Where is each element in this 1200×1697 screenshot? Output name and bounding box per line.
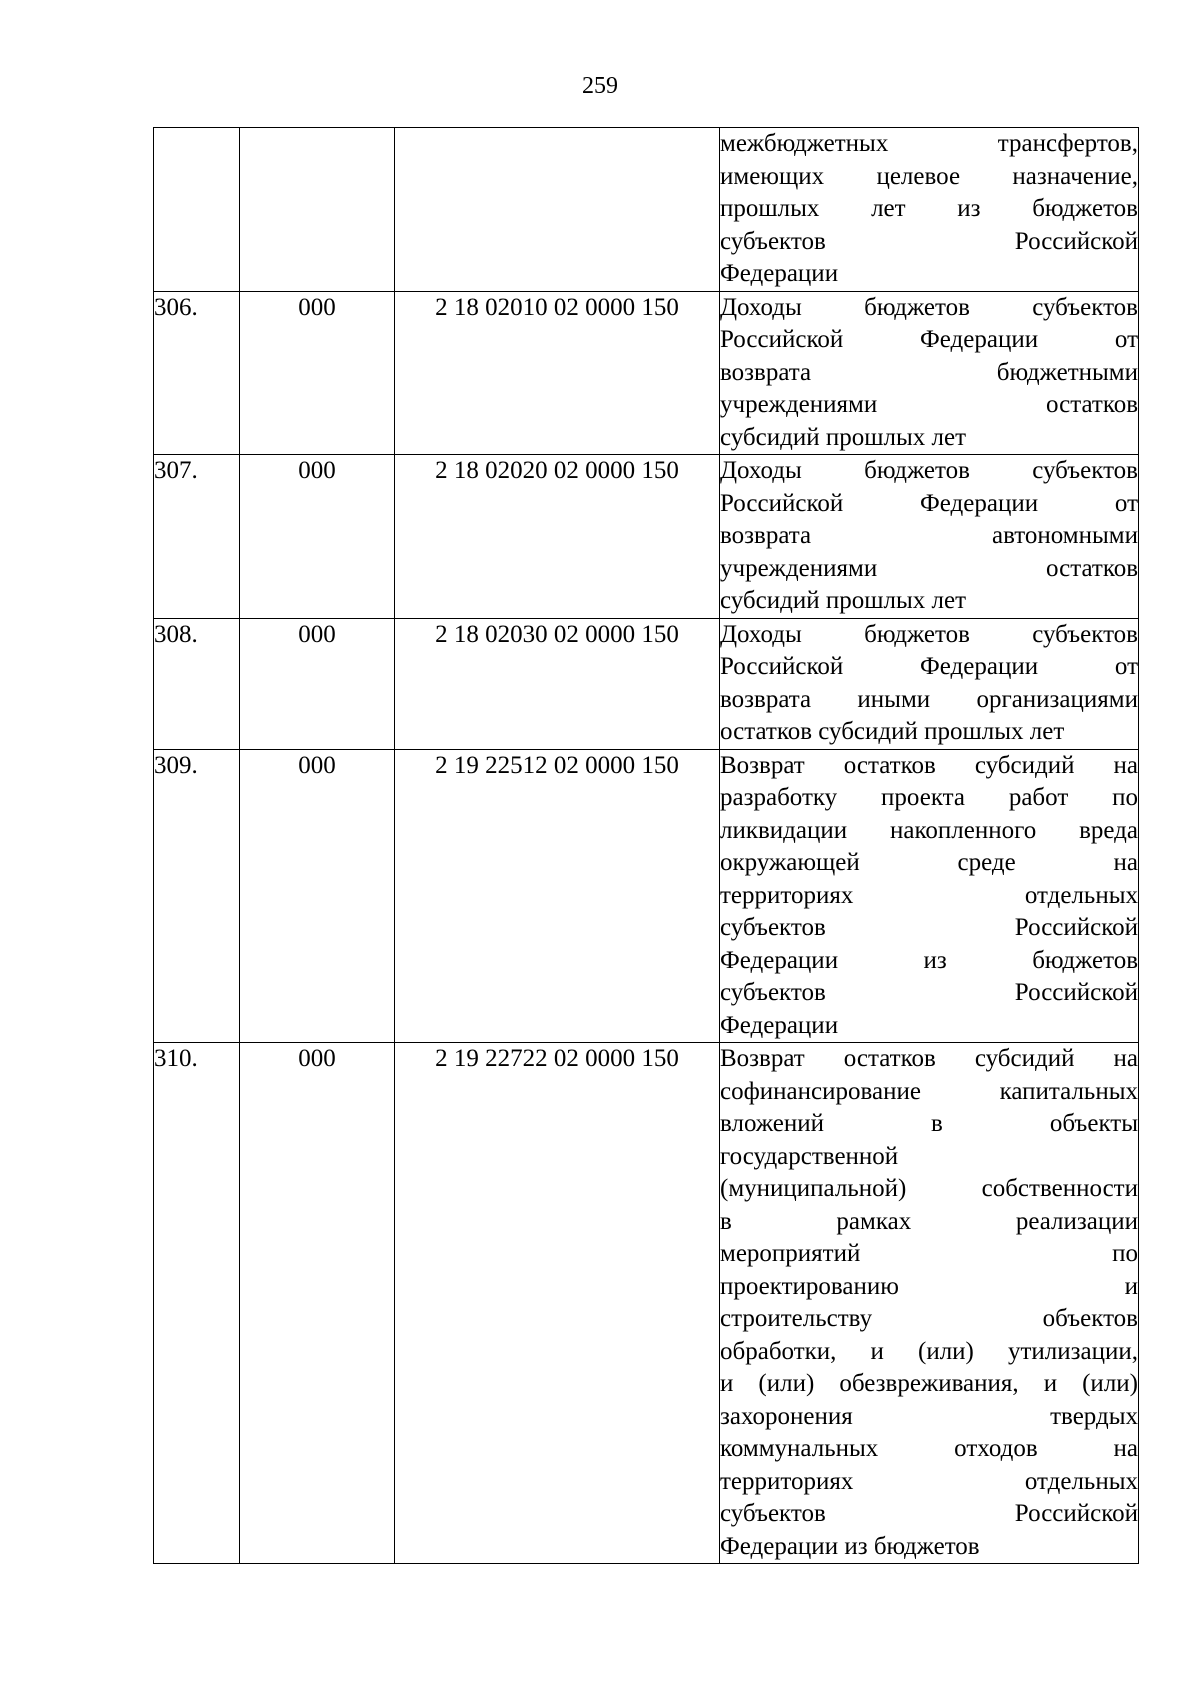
row-number-cell: 308. — [154, 618, 240, 749]
description-line: Возврат остатков субсидий на — [720, 751, 1138, 779]
budget-classification-table — [153, 127, 1139, 1564]
description-line: субъектов Российской — [720, 227, 1138, 255]
description-line: и (или) обезвреживания, и (или) — [720, 1370, 1138, 1397]
table-body — [154, 128, 1139, 1564]
description-line: прошлых лет из бюджетов — [720, 195, 1138, 222]
administrator-code-cell: 000 — [240, 455, 395, 619]
description-line: Российской Федерации от — [720, 489, 1138, 517]
description-cell — [720, 1043, 1139, 1564]
description-line: государственной — [720, 1142, 899, 1170]
description-line: окружающей среде на — [720, 849, 1138, 876]
description-cell — [720, 455, 1139, 619]
administrator-code-cell: 000 — [240, 291, 395, 455]
row-number-cell: 309. — [154, 749, 240, 1043]
description-line: возврата автономными — [720, 522, 1138, 549]
description-line: межбюджетных трансфертов, — [720, 130, 1138, 157]
table-row — [154, 618, 1139, 749]
budget-code-cell — [395, 128, 720, 292]
description-line: Доходы бюджетов субъектов — [720, 457, 1138, 484]
description-line: Возврат остатков субсидий на — [720, 1045, 1138, 1072]
description-line: Федерации — [720, 1011, 839, 1039]
budget-code-cell: 2 18 02030 02 0000 150 — [395, 618, 720, 749]
table-row — [154, 749, 1139, 1043]
row-number-cell — [154, 128, 240, 292]
description-line: территориях отдельных — [720, 881, 1138, 909]
description-line: имеющих целевое назначение, — [720, 162, 1138, 190]
description-line: захоронения твердых — [720, 1402, 1138, 1430]
row-number-cell: 306. — [154, 291, 240, 455]
description-line: учреждениями остатков — [720, 554, 1138, 582]
budget-code-cell: 2 18 02010 02 0000 150 — [395, 291, 720, 455]
description-line: в рамках реализации — [720, 1207, 1138, 1235]
table-row — [154, 291, 1139, 455]
administrator-code-cell — [240, 128, 395, 292]
description-line: разработку проекта работ по — [720, 784, 1138, 811]
description-line: субъектов Российской — [720, 914, 1138, 941]
description-cell — [720, 749, 1139, 1043]
row-number-cell: 310. — [154, 1043, 240, 1564]
description-line: Доходы бюджетов субъектов — [720, 620, 1138, 648]
description-line: Доходы бюджетов субъектов — [720, 293, 1138, 321]
table-row — [154, 128, 1139, 292]
description-line: Федерации из бюджетов — [720, 946, 1138, 974]
description-line: субсидий прошлых лет — [720, 423, 967, 451]
administrator-code-cell: 000 — [240, 618, 395, 749]
description-line: Российской Федерации от — [720, 653, 1138, 680]
description-line: вложений в объекты — [720, 1110, 1138, 1137]
description-line: Федерации из бюджетов — [720, 1532, 980, 1560]
description-line: остатков субсидий прошлых лет — [720, 718, 1065, 745]
description-line: софинансирование капитальных — [720, 1077, 1138, 1105]
description-line: строительству объектов — [720, 1305, 1138, 1332]
description-line: субъектов Российской — [720, 979, 1138, 1006]
description-line: коммунальных отходов на — [720, 1435, 1138, 1462]
description-line: возврата иными организациями — [720, 685, 1138, 713]
description-cell — [720, 291, 1139, 455]
description-line: ликвидации накопленного вреда — [720, 816, 1138, 844]
budget-code-cell: 2 19 22512 02 0000 150 — [395, 749, 720, 1043]
table-row — [154, 1043, 1139, 1564]
description-line: проектированию и — [720, 1272, 1138, 1300]
administrator-code-cell: 000 — [240, 1043, 395, 1564]
description-line: обработки, и (или) утилизации, — [720, 1337, 1138, 1365]
description-line: учреждениями остатков — [720, 391, 1138, 418]
description-line: территориях отдельных — [720, 1467, 1138, 1495]
description-line: субъектов Российской — [720, 1500, 1138, 1527]
description-line: Федерации — [720, 260, 839, 287]
budget-code-cell: 2 18 02020 02 0000 150 — [395, 455, 720, 619]
row-number-cell: 307. — [154, 455, 240, 619]
description-line: возврата бюджетными — [720, 358, 1138, 386]
table-row — [154, 455, 1139, 619]
description-cell — [720, 128, 1139, 292]
description-cell — [720, 618, 1139, 749]
description-line: (муниципальной) собственности — [720, 1175, 1138, 1202]
administrator-code-cell: 000 — [240, 749, 395, 1043]
description-line: субсидий прошлых лет — [720, 587, 967, 614]
budget-code-cell: 2 19 22722 02 0000 150 — [395, 1043, 720, 1564]
page-number: 259 — [582, 73, 618, 99]
description-line: Российской Федерации от — [720, 326, 1138, 353]
description-line: мероприятий по — [720, 1240, 1138, 1267]
